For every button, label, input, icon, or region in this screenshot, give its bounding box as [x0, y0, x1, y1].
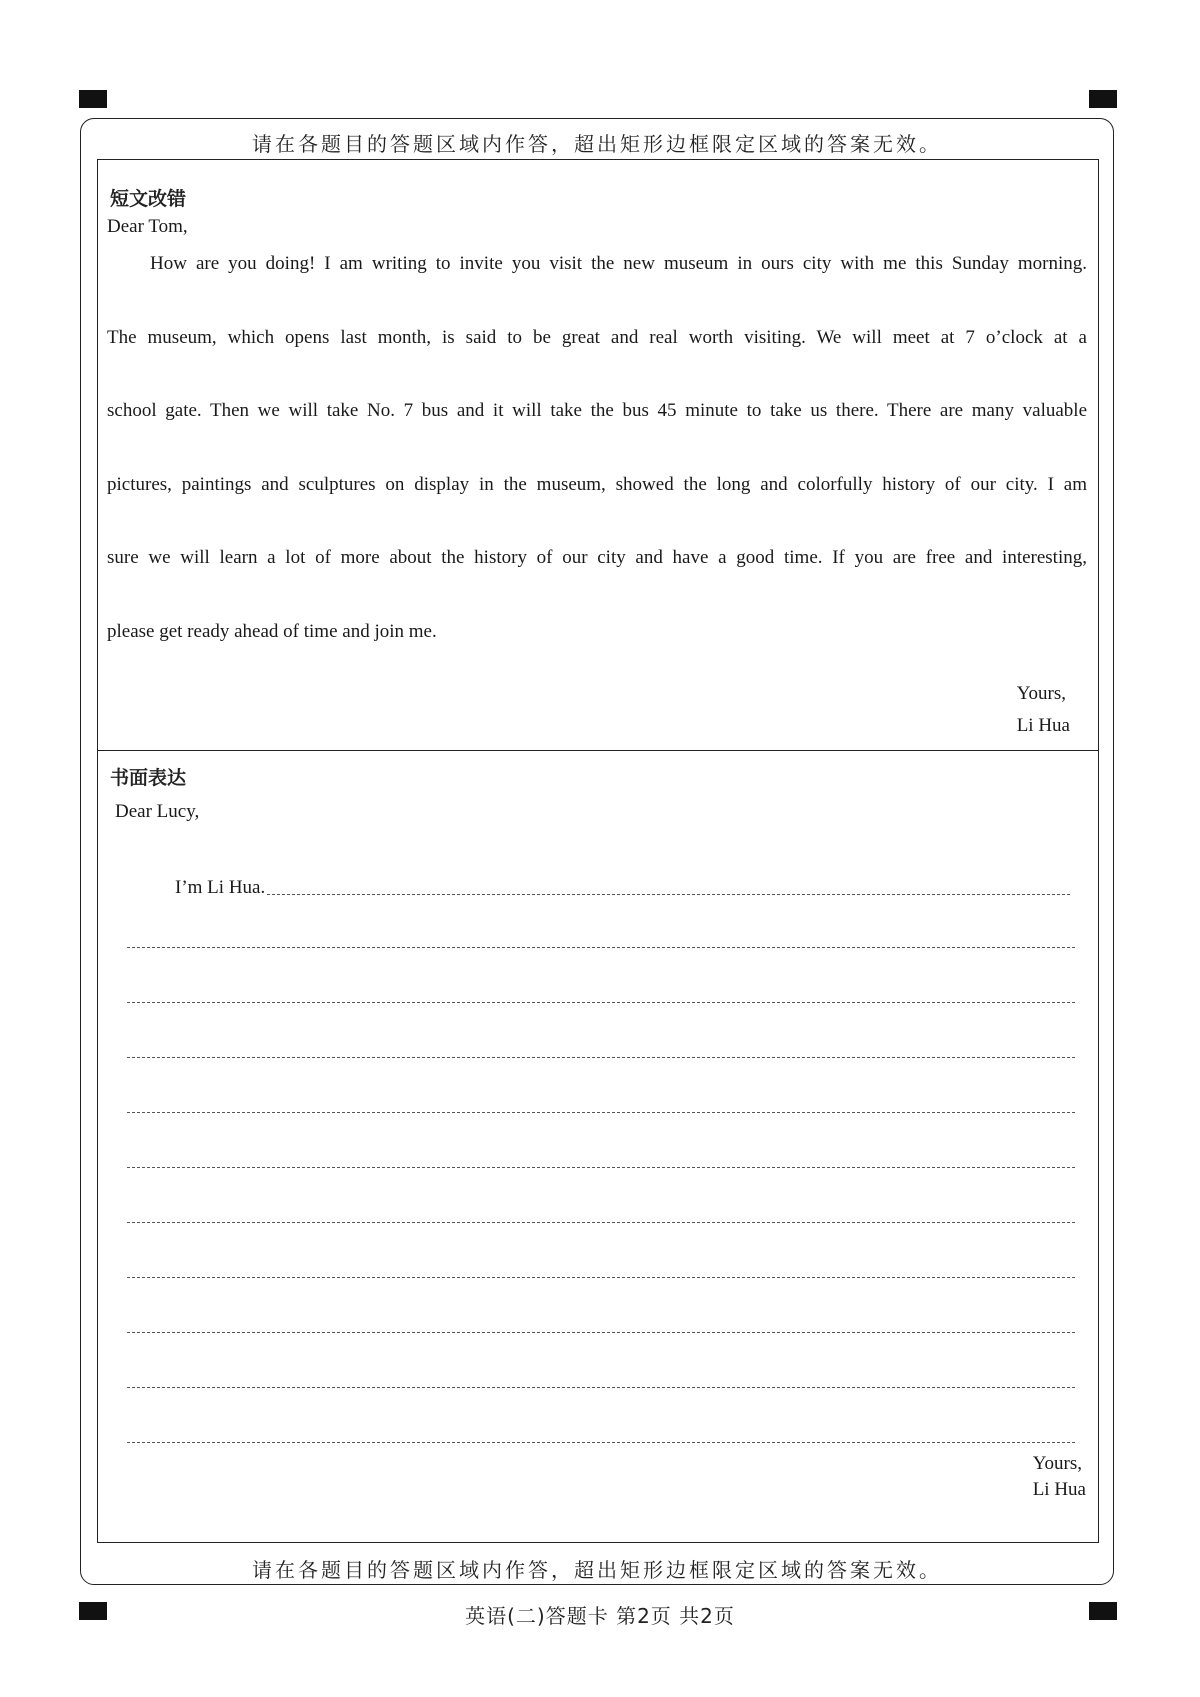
signature-text: Li Hua	[1016, 715, 1070, 736]
writing-line[interactable]	[127, 1057, 1075, 1058]
writing-line[interactable]	[127, 1222, 1075, 1223]
passage-line: sure we will learn a lot of more about the history of our city and have a good time. If you are free and interesting,	[107, 547, 1087, 568]
writing-line[interactable]	[127, 1277, 1075, 1278]
section-title-correction: 短文改错	[110, 188, 187, 210]
correction-passage[interactable]	[107, 252, 1087, 693]
writing-line[interactable]	[127, 1167, 1075, 1168]
writing-section[interactable]	[97, 751, 1099, 1543]
writing-greeting: Dear Lucy,	[115, 801, 200, 822]
error-correction-section[interactable]	[97, 159, 1099, 751]
closing-text: Yours,	[1016, 683, 1066, 704]
passage-line: school gate. Then we will take No. 7 bus and it will take the bus 45 minute to take us there. There are many valuable	[107, 400, 1087, 421]
writing-signoff	[1033, 1451, 1086, 1503]
writing-line-1[interactable]	[175, 869, 1177, 899]
writing-line[interactable]	[127, 1112, 1075, 1113]
notice-bottom: 请在各题目的答题区域内作答，超出矩形边框限定区域的答案无效。	[252, 1558, 942, 1582]
passage-line: please get ready ahead of time and join me.	[107, 620, 437, 642]
alignment-marker-top-left	[79, 90, 107, 108]
letter-signoff	[1017, 678, 1070, 742]
notice-top: 请在各题目的答题区域内作答，超出矩形边框限定区域的答案无效。	[252, 132, 942, 156]
letter-greeting: Dear Tom,	[107, 216, 188, 237]
writing-starter: I’m Li Hua.	[175, 877, 266, 898]
writing-line[interactable]	[127, 1387, 1075, 1388]
passage-line: The museum, which opens last month, is said to be great and real worth visiting. We will meet at 7 o’clock at a	[107, 326, 1087, 348]
passage-line: How are you doing! I am writing to invite you visit the new museum in ours city with me this Sunday morning.	[150, 253, 1087, 274]
signature-text: Li Hua	[1032, 1479, 1086, 1500]
dotted-writing-line	[267, 888, 1070, 895]
writing-line[interactable]	[127, 1002, 1075, 1003]
writing-line[interactable]	[127, 1442, 1075, 1443]
closing-text: Yours,	[1032, 1453, 1082, 1474]
writing-line[interactable]	[127, 1332, 1075, 1333]
page-footer: 英语(二)答题卡 第2页 共2页	[465, 1604, 735, 1628]
section-title-writing: 书面表达	[110, 767, 187, 789]
alignment-marker-top-right	[1089, 90, 1117, 108]
writing-line[interactable]	[127, 947, 1075, 948]
passage-line: pictures, paintings and sculptures on display in the museum, showed the long and colorfully history of our city. I am	[107, 473, 1087, 495]
